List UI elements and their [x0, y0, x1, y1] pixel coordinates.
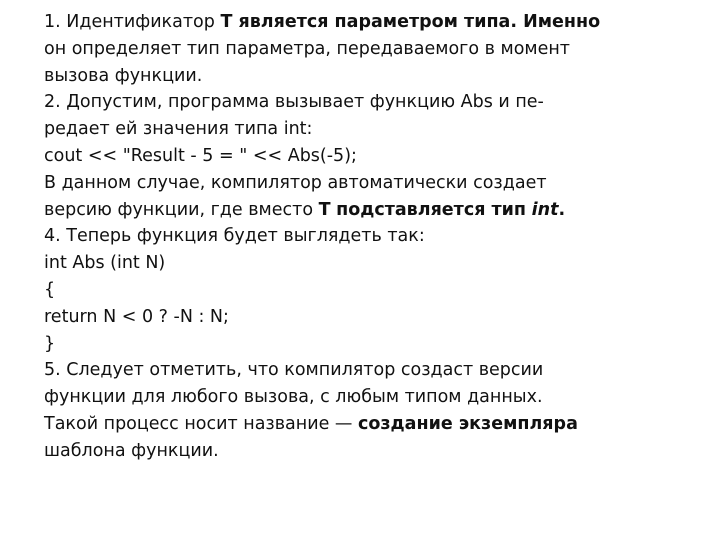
code-line-cout: cout << "Result - 5 = " << Abs(-5); [44, 145, 357, 166]
text-line-15: функции для любого вызова, с любым типом данных. [44, 387, 543, 408]
code-line-open-brace: { [44, 279, 56, 300]
bold-segment: подставляется тип [336, 199, 527, 220]
bold-segment: Т является параметром типа. Именно [220, 12, 601, 32]
text-line-1 [44, 9, 684, 36]
text-line-17: шаблона функции. [44, 440, 219, 461]
text-segment: 1. Идентификатор [44, 12, 221, 32]
text-line-16 [44, 411, 684, 438]
text-line-2: он определяет тип параметра, передаваемого в момент [44, 38, 570, 59]
text-line-9: 4. Теперь функция будет выглядеть так: [44, 226, 425, 247]
code-line-return: return N < 0 ? -N : N; [44, 306, 229, 327]
bold-segment: создание экземпляра [357, 413, 578, 434]
bold-segment: Т [318, 199, 331, 220]
text-segment: Такой процесс носит название — [44, 413, 358, 434]
bold-segment: . [558, 199, 566, 220]
body-text [44, 9, 684, 465]
text-segment: версию функции, где вместо [44, 199, 319, 220]
bold-italic-segment: int [531, 199, 559, 220]
text-line-4: 2. Допустим, программа вызывает функцию Abs и пе- [44, 92, 544, 113]
text-line-7: В данном случае, компилятор автоматически создает [44, 172, 547, 193]
text-line-3: вызова функции. [44, 65, 203, 86]
text-line-8 [44, 197, 684, 224]
text-line-14: 5. Следует отметить, что компилятор создаст версии [44, 360, 544, 381]
code-line-signature: int Abs (int N) [44, 253, 166, 274]
code-line-close-brace: } [44, 333, 56, 354]
text-line-5: редает ей значения типа int: [44, 119, 313, 140]
